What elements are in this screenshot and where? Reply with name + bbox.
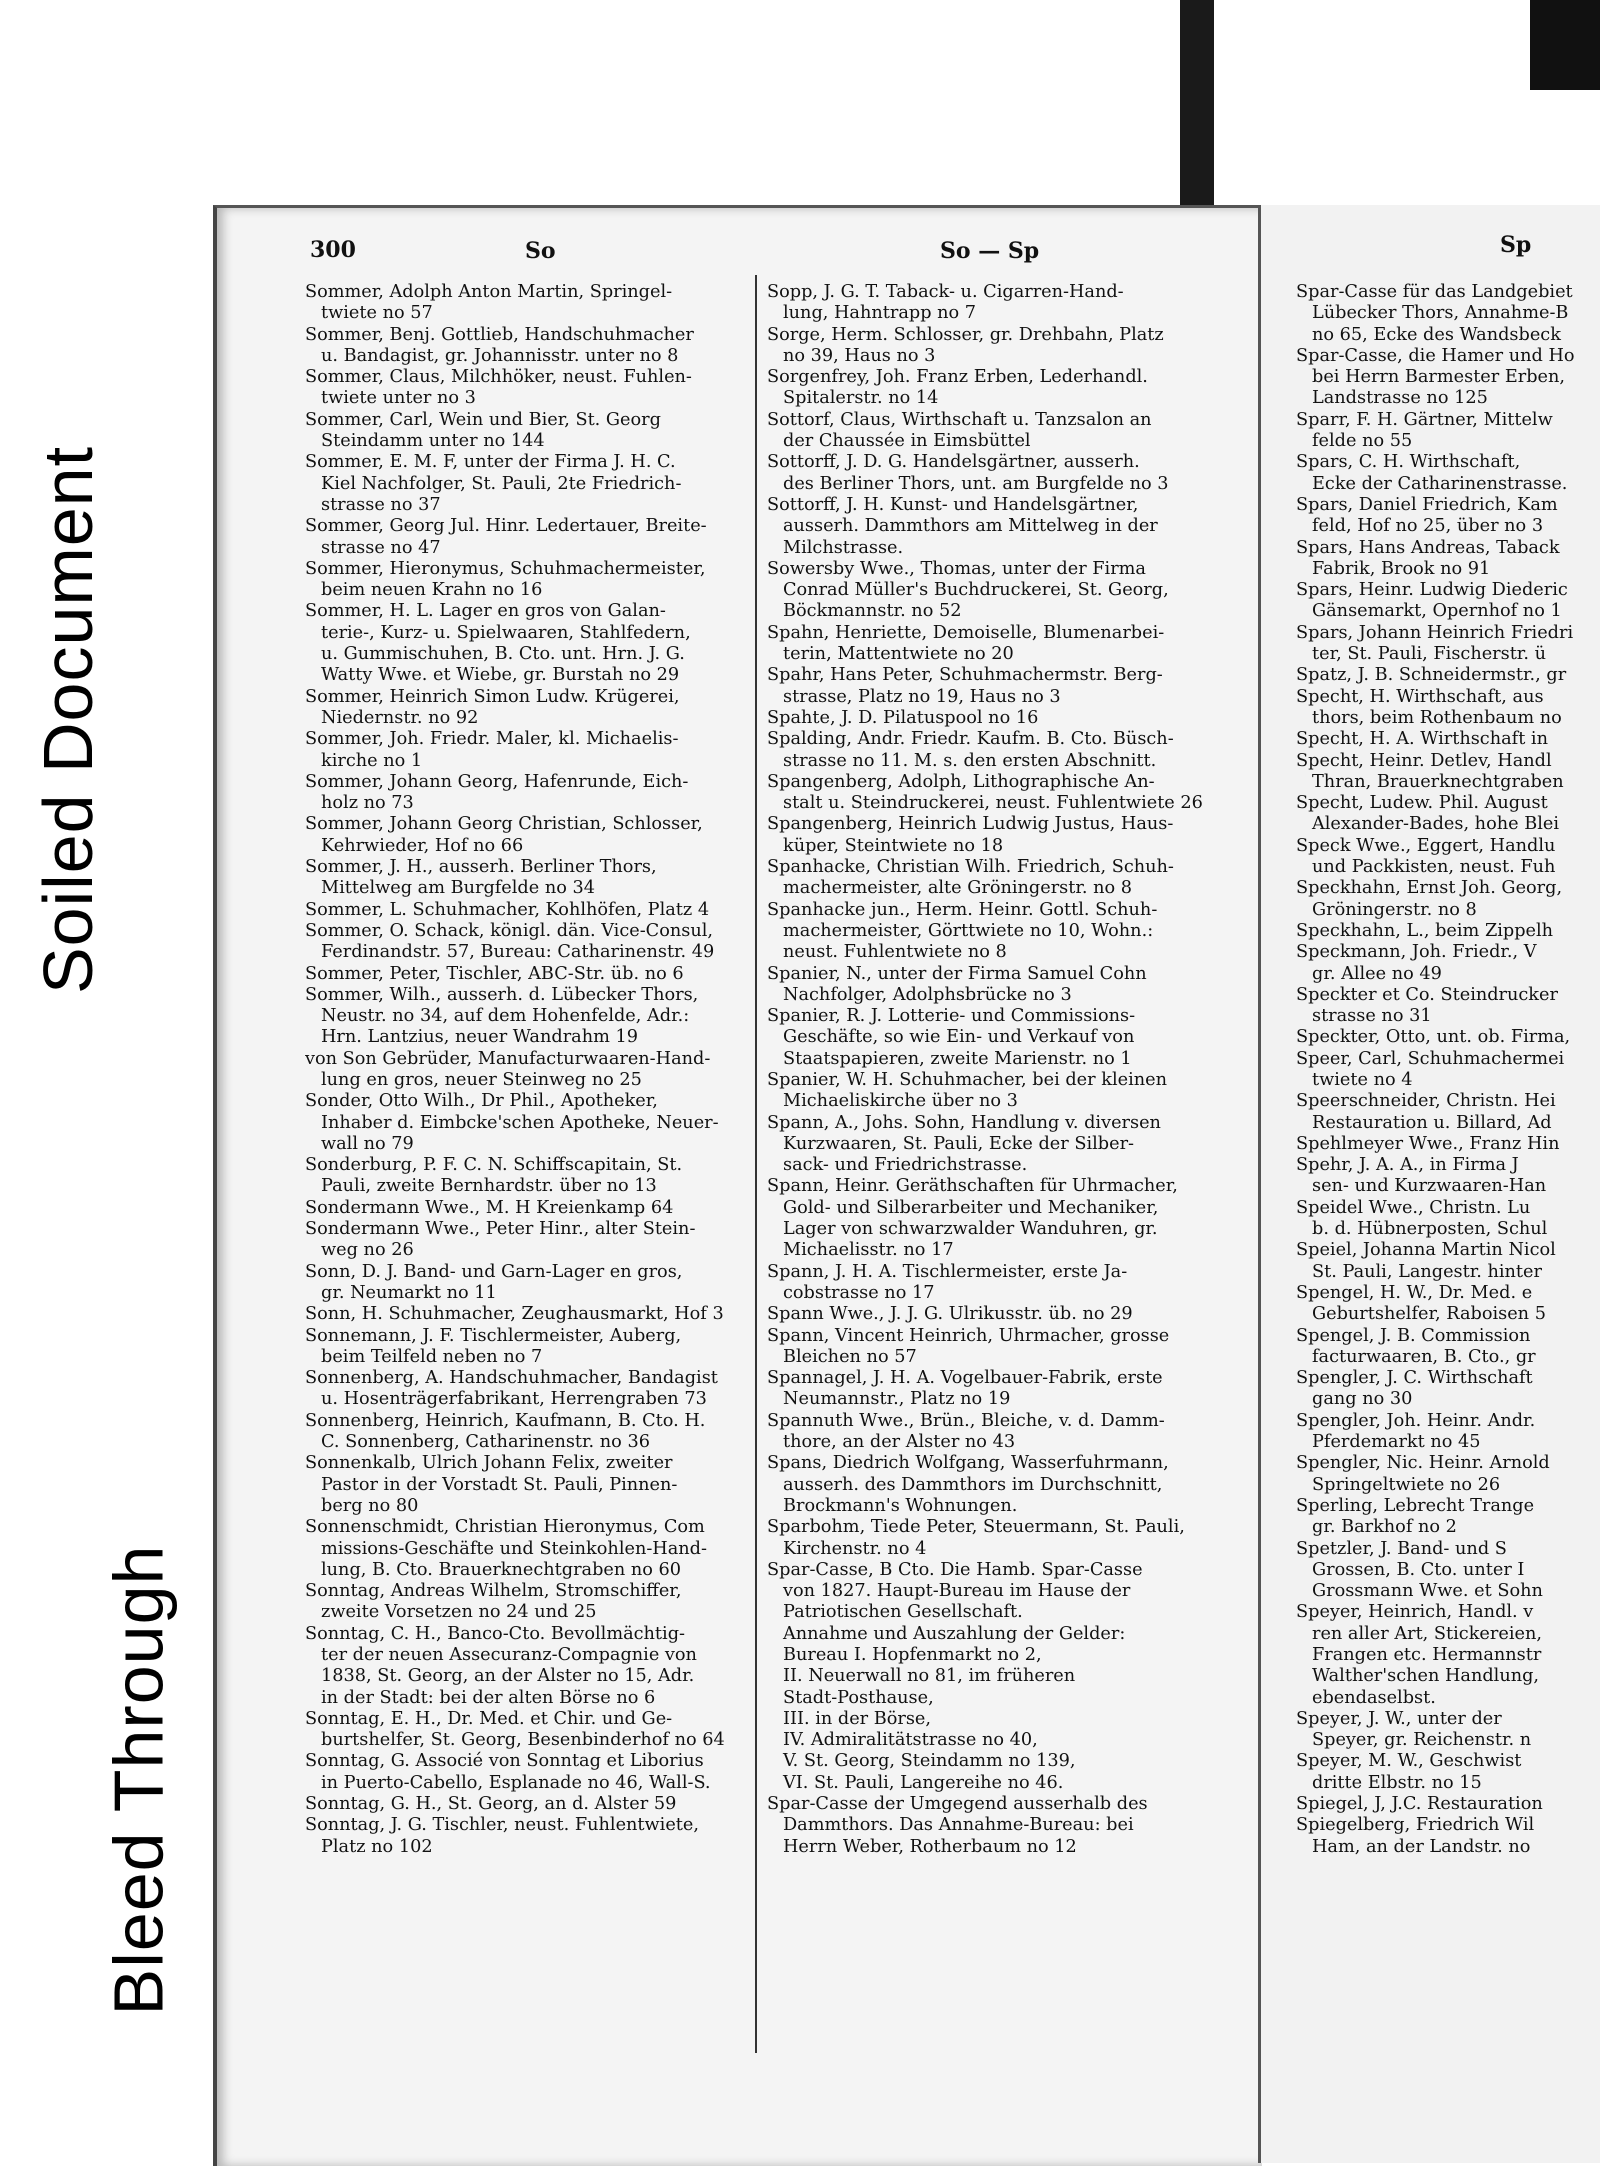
directory-entry-line: Sommer, E. M. F, unter der Firma J. H. C. [305, 452, 676, 473]
directory-entry-line: ter, St. Pauli, Fischerstr. ü [1312, 644, 1546, 665]
directory-entry-line: Spars, C. H. Wirthschaft, [1296, 452, 1521, 473]
directory-entry-line: C. Sonnenberg, Catharinenstr. no 36 [321, 1432, 650, 1453]
directory-entry-line: Spiegelberg, Friedrich Wil [1296, 1815, 1535, 1836]
directory-entry-line: Sparr, F. H. Gärtner, Mittelw [1296, 409, 1553, 430]
directory-entry-line: zweite Vorsetzen no 24 und 25 [321, 1602, 597, 1623]
directory-entry-line: Specht, Ludew. Phil. August [1296, 793, 1548, 814]
page-number: 300 [310, 237, 356, 263]
directory-entry-line: Spehlmeyer Wwe., Franz Hin [1296, 1133, 1560, 1154]
directory-entry-line: stalt u. Steindruckerei, neust. Fuhlentwiete 26 [783, 793, 1203, 814]
directory-entry-line: Spangenberg, Heinrich Ludwig Justus, Haus- [767, 814, 1174, 835]
directory-entry-line: Spanhacke jun., Herm. Heinr. Gottl. Schuh- [767, 899, 1158, 920]
directory-entry-line: der Chaussée in Eimsbüttel [783, 431, 1031, 452]
directory-entry-line: Speiel, Johanna Martin Nicol [1296, 1240, 1556, 1261]
directory-entry-line: Lübecker Thors, Annahme-B [1312, 303, 1569, 324]
directory-entry-line: Spann Wwe., J. J. G. Ulrikusstr. üb. no 29 [767, 1304, 1133, 1325]
directory-entry-line: Speck Wwe., Eggert, Handlu [1296, 835, 1556, 856]
directory-entry-line: felde no 55 [1312, 431, 1413, 452]
directory-entry-line: in der Stadt: bei der alten Börse no 6 [321, 1687, 656, 1708]
directory-entry-line: ausserh. des Dammthors im Durchschnitt, [783, 1474, 1163, 1495]
directory-entry-line: Pferdemarkt no 45 [1312, 1432, 1481, 1453]
center-column-header: So — Sp [940, 238, 1040, 264]
column-divider [755, 275, 757, 2053]
directory-entry-line: Spanhacke, Christian Wilh. Friedrich, Schuh- [767, 857, 1174, 878]
directory-entry-line: ebendaselbst. [1312, 1687, 1436, 1708]
directory-entry-line: Sommer, J. H., ausserh. Berliner Thors, [305, 857, 657, 878]
directory-entry-line: Bleichen no 57 [783, 1346, 917, 1367]
directory-entry-line: Stadt-Posthause, [783, 1687, 934, 1708]
directory-entry-line: twiete unter no 3 [321, 388, 476, 409]
directory-entry-line: Walther'schen Handlung, [1312, 1666, 1540, 1687]
directory-entry-line: Speyer, gr. Reichenstr. n [1312, 1730, 1532, 1751]
directory-entry-line: Speckhahn, L., beim Zippelh [1296, 920, 1554, 941]
directory-entry-line: Sommer, O. Schack, königl. dän. Vice-Consul, [305, 920, 714, 941]
directory-entry-line: II. Neuerwall no 81, im früheren [783, 1666, 1076, 1687]
directory-entry-line: beim Teilfeld neben no 7 [321, 1346, 543, 1367]
directory-entry-line: Speckmann, Joh. Friedr., V [1296, 942, 1537, 963]
directory-entry-line: Patriotischen Gesellschaft. [783, 1602, 1023, 1623]
directory-entry-line: Pastor in der Vorstadt St. Pauli, Pinnen- [321, 1474, 678, 1495]
directory-entry-line: Sonntag, G. Associé von Sonntag et Liborius [305, 1751, 704, 1772]
directory-entry-line: Pauli, zweite Bernhardstr. über no 13 [321, 1176, 657, 1197]
directory-entry-line: Sommer, L. Schuhmacher, Kohlhöfen, Platz 4 [305, 899, 710, 920]
directory-entry-line: Geschäfte, so wie Ein- und Verkauf von [783, 1027, 1135, 1048]
directory-entry-line: strasse no 11. M. s. den ersten Abschnitt. [783, 750, 1157, 771]
directory-entry-line: V. St. Georg, Steindamm no 139, [783, 1751, 1076, 1772]
directory-entry-line: Gänsemarkt, Opernhof no 1 [1312, 601, 1562, 622]
directory-entry-line: Conrad Müller's Buchdruckerei, St. Georg, [783, 580, 1169, 601]
soiled-document-label [18, 425, 118, 1015]
directory-entry-line: Speyer, M. W., Geschwist [1296, 1751, 1522, 1772]
directory-entry-line: dritte Elbstr. no 15 [1312, 1772, 1482, 1793]
directory-entry-line: Sonn, D. J. Band- und Garn-Lager en gros, [305, 1261, 683, 1282]
directory-entry-line: Spars, Johann Heinrich Friedri [1296, 622, 1574, 643]
directory-entry-line: Sonntag, E. H., Dr. Med. et Chir. und Ge- [305, 1708, 673, 1729]
directory-entry-line: Bureau I. Hopfenmarkt no 2, [783, 1645, 1042, 1665]
directory-entry-line: Neustr. no 34, auf dem Hohenfelde, Adr.: [321, 1006, 690, 1027]
directory-entry-line: Böckmannstr. no 52 [783, 601, 962, 622]
directory-entry-line: Sonntag, J. G. Tischler, neust. Fuhlentwiete, [305, 1815, 700, 1836]
directory-entry-line: Michaelisstr. no 17 [783, 1240, 954, 1261]
directory-entry-line: Sonder, Otto Wilh., Dr Phil., Apotheker, [305, 1091, 658, 1112]
directory-entry-line: Spar-Casse, B Cto. Die Hamb. Spar-Casse [767, 1559, 1143, 1580]
directory-entry-line: facturwaaren, B. Cto., gr [1312, 1346, 1536, 1367]
directory-entry-line: von Son Gebrüder, Manufacturwaaren-Hand- [305, 1048, 711, 1069]
directory-entry-line: Spars, Daniel Friedrich, Kam [1296, 494, 1558, 515]
directory-entry-line: III. in der Börse, [783, 1708, 932, 1729]
directory-entry-line: Sonderburg, P. F. C. N. Schiffscapitain, St. [305, 1155, 683, 1176]
directory-entry-line: Platz no 102 [321, 1836, 433, 1857]
directory-entry-line: Spengler, J. C. Wirthschaft [1296, 1368, 1533, 1389]
scanner-corner-strip [1530, 0, 1600, 90]
directory-entry-line: Sparbohm, Tiede Peter, Steuermann, St. Pauli, [767, 1517, 1185, 1538]
directory-entry-line: Speyer, Heinrich, Handl. v [1296, 1602, 1534, 1623]
directory-entry-line: Spangenberg, Adolph, Lithographische An- [767, 771, 1155, 792]
directory-entry-line: IV. Admiralitätstrasse no 40, [783, 1730, 1038, 1751]
directory-entry-line: Sommer, Claus, Milchhöker, neust. Fuhlen- [305, 367, 692, 388]
directory-entry-line: Sonn, H. Schuhmacher, Zeughausmarkt, Hof 3 [305, 1304, 724, 1325]
directory-entry-line: Spans, Diedrich Wolfgang, Wasserfuhrmann, [767, 1453, 1169, 1474]
directory-entry-line: lung, B. Cto. Brauerknechtgraben no 60 [321, 1559, 682, 1580]
directory-entry-line: u. Hosenträgerfabrikant, Herrengraben 73 [321, 1389, 707, 1410]
directory-entry-line: Spann, A., Johs. Sohn, Handlung v. diversen [767, 1112, 1161, 1133]
directory-entry-line: Ham, an der Landstr. no [1312, 1836, 1531, 1857]
directory-entry-line: Sorgenfrey, Joh. Franz Erben, Lederhandl. [767, 367, 1148, 388]
directory-entry-line: Spanier, W. H. Schuhmacher, bei der kleinen [767, 1069, 1167, 1090]
scanner-edge-strip [1180, 0, 1214, 205]
soiled-document-label-text: Soiled Document [29, 445, 108, 995]
directory-entry-line: Specht, H. Wirthschaft, aus [1296, 686, 1544, 707]
directory-entry-line: Landstrasse no 125 [1312, 388, 1488, 409]
directory-entry-line: strasse no 31 [1312, 1006, 1432, 1027]
directory-entry-line: Restauration u. Billard, Ad [1312, 1112, 1552, 1133]
bleed-through-label-text: Bleed Through [99, 1544, 178, 2016]
directory-entry-line: cobstrasse no 17 [783, 1282, 935, 1303]
directory-entry-line: u. Bandagist, gr. Johannisstr. unter no 8 [321, 345, 679, 366]
directory-entry-line: berg no 80 [321, 1495, 419, 1516]
directory-entry-line: Spalding, Andr. Friedr. Kaufm. B. Cto. Büsch- [767, 729, 1174, 750]
directory-entry-line: Spitalerstr. no 14 [783, 388, 939, 409]
directory-entry-line: Grossmann Wwe. et Sohn [1312, 1581, 1543, 1602]
directory-entry-line: gr. Neumarkt no 11 [321, 1282, 497, 1303]
directory-entry-line: in Puerto-Cabello, Esplanade no 46, Wall-S. [321, 1772, 711, 1793]
directory-entry-line: Spann, Heinr. Geräthschaften für Uhrmacher, [767, 1176, 1178, 1197]
directory-entry-line: Kurzwaaren, St. Pauli, Ecke der Silber- [783, 1133, 1134, 1154]
directory-entry-line: Spars, Heinr. Ludwig Diederic [1296, 580, 1568, 601]
directory-entry-line: Sommer, Peter, Tischler, ABC-Str. üb. no 6 [305, 963, 684, 984]
directory-entry-line: Spatz, J. B. Schneidermstr., gr [1296, 665, 1567, 686]
directory-entry-line: Fabrik, Brook no 91 [1312, 558, 1491, 579]
directory-entry-line: Sonnenberg, A. Handschuhmacher, Bandagist [305, 1368, 718, 1389]
directory-entry-line: Sonnenschmidt, Christian Hieronymus, Com [305, 1517, 705, 1538]
directory-entry-line: Speckhahn, Ernst Joh. Georg, [1296, 878, 1563, 899]
directory-entry-line: beim neuen Krahn no 16 [321, 580, 543, 601]
directory-entry-line: Sottorff, J. H. Kunst- und Handelsgärtner, [767, 494, 1139, 515]
directory-entry-line: no 65, Ecke des Wandsbeck [1312, 324, 1561, 345]
directory-entry-line: von 1827. Haupt-Bureau im Hause der [783, 1581, 1131, 1602]
directory-entry-line: thors, beim Rothenbaum no [1312, 707, 1562, 728]
directory-entry-line: Nachfolger, Adolphsbrücke no 3 [783, 984, 1072, 1005]
directory-entry-line: Herrn Weber, Rotherbaum no 12 [783, 1836, 1077, 1857]
directory-entry-line: Sondermann Wwe., Peter Hinr., alter Stein- [305, 1219, 696, 1240]
directory-entry-line: 1838, St. Georg, an der Alster no 15, Adr. [321, 1666, 695, 1687]
directory-entry-line: Spetzler, J. Band- und S [1296, 1538, 1507, 1559]
bleed-through-label [88, 1480, 188, 2080]
directory-entry-line: St. Pauli, Langestr. hinter [1312, 1261, 1542, 1282]
directory-entry-line: twiete no 57 [321, 303, 433, 324]
directory-entry-line: Speer, Carl, Schuhmachermei [1296, 1048, 1565, 1069]
directory-entry-line: Spahn, Henriette, Demoiselle, Blumenarbei- [767, 622, 1165, 643]
directory-entry-line: Sommer, Carl, Wein und Bier, St. Georg [305, 409, 661, 430]
directory-entry-line: Spanier, R. J. Lotterie- und Commissions- [767, 1006, 1136, 1027]
directory-entry-line: Spar-Casse für das Landgebiet [1296, 282, 1573, 302]
directory-entry-line: ausserh. Dammthors am Mittelweg in der [783, 516, 1158, 537]
directory-entry-line: lung en gros, neuer Steinweg no 25 [321, 1069, 642, 1090]
directory-entry-line: Spahte, J. D. Pilatuspool no 16 [767, 707, 1039, 728]
directory-entry-line: Spann, J. H. A. Tischlermeister, erste Ja- [767, 1261, 1128, 1282]
directory-entry-line: gang no 30 [1312, 1389, 1413, 1410]
directory-entry-line: Speyer, J. W., unter der [1296, 1708, 1502, 1729]
directory-entry-line: VI. St. Pauli, Langereihe no 46. [783, 1772, 1064, 1793]
directory-entry-line: Spannagel, J. H. A. Vogelbauer-Fabrik, erste [767, 1368, 1163, 1389]
directory-entry-line: sen- und Kurzwaaren-Han [1312, 1176, 1547, 1197]
directory-entry-line: Spengler, Nic. Heinr. Arnold [1296, 1453, 1550, 1474]
directory-entry-line: Sonntag, Andreas Wilhelm, Stromschiffer, [305, 1581, 682, 1602]
directory-entry-line: sack- und Friedrichstrasse. [783, 1155, 1028, 1176]
directory-entry-line: Geburtshelfer, Raboisen 5 [1312, 1304, 1546, 1325]
directory-entry-line: Sowersby Wwe., Thomas, unter der Firma [767, 558, 1146, 579]
directory-entry-line: Sonnemann, J. F. Tischlermeister, Auberg, [305, 1325, 682, 1346]
directory-entry-line: Milchstrasse. [783, 537, 904, 558]
directory-entry-line: Spiegel, J, J.C. Restauration [1296, 1794, 1543, 1815]
directory-entry-line: holz no 73 [321, 793, 414, 814]
directory-entry-line: Kirchenstr. no 4 [783, 1538, 927, 1559]
directory-entry-line: Spehr, J. A. A., in Firma J [1296, 1155, 1519, 1176]
directory-entry-line: Gröningerstr. no 8 [1312, 899, 1477, 920]
directory-entry-line: Gold- und Silberarbeiter und Mechaniker, [783, 1197, 1159, 1218]
directory-entry-line: machermeister, alte Gröningerstr. no 8 [783, 878, 1133, 899]
directory-entry-line: bei Herrn Barmester Erben, [1312, 367, 1566, 388]
directory-entry-line: Sommer, Heinrich Simon Ludw. Krügerei, [305, 686, 680, 707]
directory-entry-line: Mittelweg am Burgfelde no 34 [321, 878, 596, 899]
directory-entry-line: Niedernstr. no 92 [321, 707, 479, 728]
directory-entry-line: Sonntag, G. H., St. Georg, an d. Alster 59 [305, 1794, 677, 1815]
directory-entry-line: Sperling, Lebrecht Trange [1296, 1495, 1535, 1516]
directory-entry-line: ter der neuen Assecuranz-Compagnie von [321, 1645, 697, 1665]
directory-entry-line: strasse no 47 [321, 537, 441, 558]
directory-entry-line: machermeister, Görttwiete no 10, Wohn.: [783, 920, 1154, 941]
directory-entry-line: Spann, Vincent Heinrich, Uhrmacher, grosse [767, 1325, 1170, 1346]
directory-entry-line: Speckter, Otto, unt. ob. Firma, [1296, 1027, 1571, 1048]
directory-entry-line: Spanier, N., unter der Firma Samuel Cohn [767, 963, 1147, 984]
directory-entry-line: Sottorf, Claus, Wirthschaft u. Tanzsalon an [767, 409, 1152, 430]
directory-entry-line: Neumannstr., Platz no 19 [783, 1389, 1011, 1410]
directory-entry-line: Lager von schwarzwalder Wanduhren, gr. [783, 1219, 1158, 1240]
directory-entry-line: Ecke der Catharinenstrasse. [1312, 473, 1568, 494]
directory-entry-line: missions-Geschäfte und Steinkohlen-Hand- [321, 1538, 707, 1559]
directory-entry-line: Steindamm unter no 144 [321, 431, 545, 452]
left-column-header: So [525, 238, 556, 264]
directory-entry-line: Speerschneider, Christn. Hei [1296, 1091, 1556, 1112]
directory-entry-line: Inhaber d. Eimbcke'schen Apotheke, Neuer- [321, 1112, 719, 1133]
directory-entry-line: Sommer, Hieronymus, Schuhmachermeister, [305, 558, 706, 579]
directory-entry-line: Spannuth Wwe., Brün., Bleiche, v. d. Damm- [767, 1410, 1165, 1431]
directory-entry-line: Spar-Casse, die Hamer und Ho [1296, 345, 1575, 366]
directory-entry-line: Dammthors. Das Annahme-Bureau: bei [783, 1815, 1134, 1836]
directory-entry-line: Kehrwieder, Hof no 66 [321, 835, 524, 856]
directory-entry-line: Sonnenberg, Heinrich, Kaufmann, B. Cto. H. [305, 1410, 706, 1431]
directory-entry-line: Spengler, Joh. Heinr. Andr. [1296, 1410, 1536, 1431]
directory-entry-line: Annahme und Auszahlung der Gelder: [783, 1623, 1126, 1644]
directory-entry-line: burtshelfer, St. Georg, Besenbinderhof no 64 [321, 1730, 725, 1751]
directory-entry-line: weg no 26 [321, 1240, 414, 1261]
directory-entry-line: Brockmann's Wohnungen. [783, 1495, 1018, 1516]
directory-entry-line: Specht, H. A. Wirthschaft in [1296, 729, 1548, 750]
directory-entry-line: Specht, Heinr. Detlev, Handl [1296, 750, 1552, 771]
directory-entry-line: terin, Mattentwiete no 20 [783, 644, 1014, 665]
directory-entry-line: des Berliner Thors, unt. am Burgfelde no 3 [783, 473, 1169, 494]
directory-entry-line: Sommer, H. L. Lager en gros von Galan- [305, 601, 666, 622]
directory-entry-line: twiete no 4 [1312, 1069, 1413, 1090]
directory-entry-line: Ferdinandstr. 57, Bureau: Catharinenstr. 49 [321, 942, 715, 963]
directory-entry-line: no 39, Haus no 3 [783, 345, 936, 366]
directory-entry-line: Sommer, Adolph Anton Martin, Springel- [305, 282, 673, 302]
directory-entry-line: Spengel, H. W., Dr. Med. e [1296, 1282, 1533, 1303]
directory-entry-line: Sommer, Benj. Gottlieb, Handschuhmacher [305, 324, 694, 345]
directory-entry-line: feld, Hof no 25, über no 3 [1312, 516, 1544, 537]
directory-entry-line: Sommer, Joh. Friedr. Maler, kl. Michaelis- [305, 729, 679, 750]
directory-entry-line: Spengel, J. B. Commission [1296, 1325, 1531, 1346]
directory-entry-line: strasse no 37 [321, 494, 441, 515]
directory-entry-line: Sonnenkalb, Ulrich Johann Felix, zweiter [305, 1453, 673, 1474]
directory-entry-line: Watty Wwe. et Wiebe, gr. Burstah no 29 [321, 665, 680, 686]
directory-entry-line: Sorge, Herm. Schlosser, gr. Drehbahn, Platz [767, 324, 1164, 345]
right-page-header: Sp [1500, 232, 1532, 258]
directory-entry-line: Spars, Hans Andreas, Taback [1296, 537, 1560, 558]
middle-column [767, 282, 1222, 2072]
directory-entry-line: u. Gummischuhen, B. Cto. unt. Hrn. J. G. [321, 644, 685, 665]
right-column [1296, 282, 1600, 2072]
directory-entry-line: Staatspapieren, zweite Marienstr. no 1 [783, 1048, 1132, 1069]
directory-entry-line: Kiel Nachfolger, St. Pauli, 2te Friedrich- [321, 473, 682, 494]
directory-entry-line: Sommer, Wilh., ausserh. d. Lübecker Thors, [305, 984, 699, 1005]
directory-entry-line: Sottorff, J. D. G. Handelsgärtner, ausserh. [767, 452, 1140, 473]
directory-entry-line: terie-, Kurz- u. Spielwaaren, Stahlfedern, [321, 622, 691, 643]
directory-entry-line: Sommer, Johann Georg Christian, Schlosser, [305, 814, 703, 835]
directory-entry-line: Thran, Brauerknechtgraben [1312, 771, 1564, 792]
directory-entry-line: Spar-Casse der Umgegend ausserhalb des [767, 1794, 1148, 1815]
directory-entry-line: Alexander-Bades, hohe Blei [1312, 814, 1559, 835]
directory-entry-line: Frangen etc. Hermannstr [1312, 1645, 1542, 1665]
directory-entry-line: gr. Barkhof no 2 [1312, 1517, 1457, 1538]
directory-entry-line: und Packkisten, neust. Fuh [1312, 857, 1556, 878]
directory-entry-line: küper, Steintwiete no 18 [783, 835, 1004, 856]
left-column [305, 282, 750, 2072]
directory-entry-line: Sonntag, C. H., Banco-Cto. Bevollmächtig- [305, 1623, 685, 1644]
directory-entry-line: thore, an der Alster no 43 [783, 1432, 1016, 1453]
directory-entry-line: gr. Allee no 49 [1312, 963, 1442, 984]
directory-entry-line: lung, Hahntrapp no 7 [783, 303, 977, 324]
directory-entry-line: Grossen, B. Cto. unter I [1312, 1559, 1525, 1580]
directory-entry-line: Springeltwiete no 26 [1312, 1474, 1501, 1495]
directory-entry-line: Sondermann Wwe., M. H Kreienkamp 64 [305, 1197, 674, 1218]
directory-entry-line: Sopp, J. G. T. Taback- u. Cigarren-Hand- [767, 282, 1124, 302]
directory-entry-line: Michaeliskirche über no 3 [783, 1091, 1018, 1112]
directory-entry-line: Speidel Wwe., Christn. Lu [1296, 1197, 1531, 1218]
directory-entry-line: strasse, Platz no 19, Haus no 3 [783, 686, 1061, 707]
directory-entry-line: b. d. Hübnerposten, Schul [1312, 1219, 1548, 1240]
directory-entry-line: Spahr, Hans Peter, Schuhmachermstr. Berg- [767, 665, 1163, 686]
directory-entry-line: Speckter et Co. Steindrucker [1296, 984, 1558, 1005]
directory-entry-line: Sommer, Johann Georg, Hafenrunde, Eich- [305, 771, 689, 792]
directory-entry-line: wall no 79 [321, 1133, 414, 1154]
directory-entry-line: Sommer, Georg Jul. Hinr. Ledertauer, Breite- [305, 516, 707, 537]
directory-entry-line: kirche no 1 [321, 750, 423, 771]
directory-entry-line: neust. Fuhlentwiete no 8 [783, 942, 1007, 963]
directory-entry-line: Hrn. Lantzius, neuer Wandrahm 19 [321, 1027, 638, 1048]
directory-entry-line: ren aller Art, Stickereien, [1312, 1623, 1542, 1644]
